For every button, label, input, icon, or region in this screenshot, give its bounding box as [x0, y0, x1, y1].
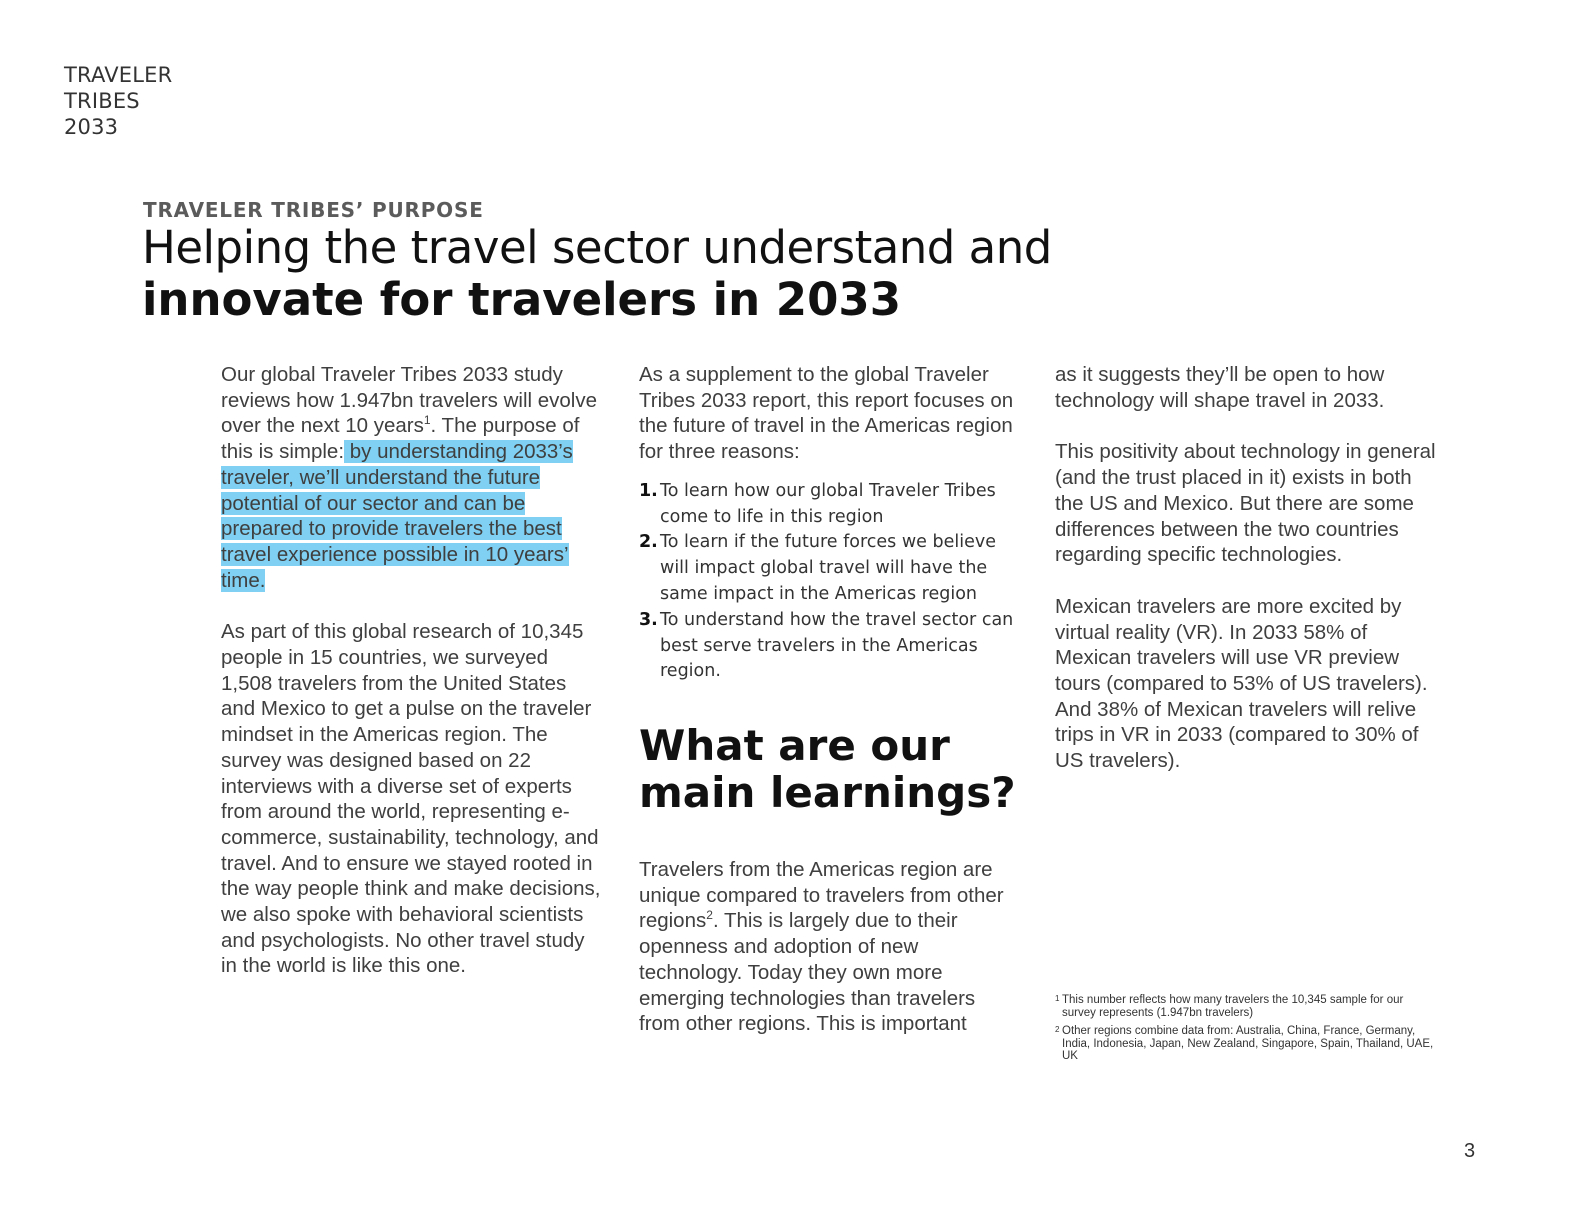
list-number: 2. — [639, 532, 658, 553]
tech-open-paragraph: as it suggests they’ll be open to how technology will shape travel in 2033. — [1055, 363, 1385, 412]
headline-bold: innovate for travelers in 2033 — [142, 273, 902, 326]
learnings-paragraph — [639, 857, 1019, 1037]
learnings-heading-line-2: main learnings? — [639, 768, 1016, 817]
purpose-text-mid: . The purpose of this is simple: — [221, 414, 580, 464]
brand-line-2: TRIBES — [64, 89, 140, 113]
list-item — [639, 608, 1019, 685]
footnote-mark: 1 — [1055, 994, 1060, 1003]
page-headline — [142, 222, 1052, 326]
headline-light: Helping the travel sector understand and — [142, 221, 1052, 274]
list-number: 1. — [639, 480, 658, 501]
column-3 — [1055, 362, 1440, 774]
learnings-heading-line-1: What are our — [639, 721, 950, 770]
list-text: To learn how our global Traveler Tribes come to life in this region — [660, 480, 996, 527]
brand-line-1: TRAVELER — [64, 63, 173, 87]
vr-paragraph: Mexican travelers are more excited by virtual reality (VR). In 2033 58% of Mexican travelers will use VR preview tours (compared to 53% of US travelers). And 38% of Mexican travelers will relive trips in VR in 2033 (compared to 30% of US travelers). — [1055, 594, 1428, 773]
column-1 — [221, 362, 601, 979]
footnotes — [1055, 994, 1440, 1069]
footnote — [1055, 994, 1440, 1019]
purpose-text: Our global Traveler Tribes 2033 study reviews how 1.947bn travelers will evolve over the next 10 years — [221, 363, 598, 438]
footnote-ref-1[interactable]: 1 — [423, 413, 431, 428]
supplement-paragraph: As a supplement to the global Traveler Tribes 2033 report, this report focuses on the future of travel in the Americas region for three reasons: — [639, 363, 1014, 464]
list-text: To understand how the travel sector can best serve travelers in the Americas region. — [660, 609, 1014, 682]
footnote-ref-2[interactable]: 2 — [706, 908, 713, 923]
footnote — [1055, 1025, 1440, 1063]
section-eyebrow: TRAVELER TRIBES’ PURPOSE — [143, 198, 484, 222]
learnings-heading — [639, 722, 1016, 816]
learnings-text-cont: . This is largely due to their openness and adoption of new technology. Today they own more emerging technologies than travelers from other regions. This is important — [639, 909, 976, 1036]
page-number: 3 — [1464, 1140, 1476, 1162]
footnote-text: This number reflects how many travelers the 10,345 sample for our survey represents (1.947bn travelers) — [1062, 994, 1404, 1019]
brand-title — [64, 62, 172, 140]
column-2-lower — [639, 857, 1019, 1037]
list-text: To learn if the future forces we believe will impact global travel will have the same impact in the Americas region — [660, 532, 996, 604]
brand-line-3: 2033 — [64, 115, 119, 139]
reasons-list — [639, 479, 1019, 685]
tech-positivity-paragraph: This positivity about technology in general (and the trust placed in it) exists in both the US and Mexico. But there are some differences between the two countries regarding specific technologies. — [1055, 440, 1436, 567]
footnote-text: Other regions combine data from: Australia, China, France, Germany, India, Indonesia, Japan, New Zealand, Singapore, Spain, Thailand, UAE, UK — [1062, 1025, 1434, 1062]
highlighted-text: by understanding 2033’s traveler, we’ll understand the future potential of our sector and can be prepared to provide travelers the best travel experience possible in 10 years’ time. — [221, 440, 573, 592]
footnote-mark: 2 — [1055, 1025, 1060, 1034]
purpose-paragraph — [221, 362, 601, 593]
research-paragraph: As part of this global research of 10,345 people in 15 countries, we surveyed 1,508 travelers from the United States and Mexico to get a pulse on the traveler mindset in the Americas region. The survey was designed based on 22 interviews with a diverse set of experts from around the world, representing e-commerce, sustainability, technology, and travel. And to ensure we stayed rooted in the way people think and make decisions, we also spoke with behavioral scientists and psychologists. No other travel study in the world is like this one. — [221, 620, 601, 978]
list-item — [639, 479, 1019, 531]
list-number: 3. — [639, 609, 658, 630]
column-2 — [639, 362, 1019, 685]
learnings-text: Travelers from the Americas region are unique compared to travelers from other regions — [639, 858, 1004, 933]
list-item — [639, 530, 1019, 607]
